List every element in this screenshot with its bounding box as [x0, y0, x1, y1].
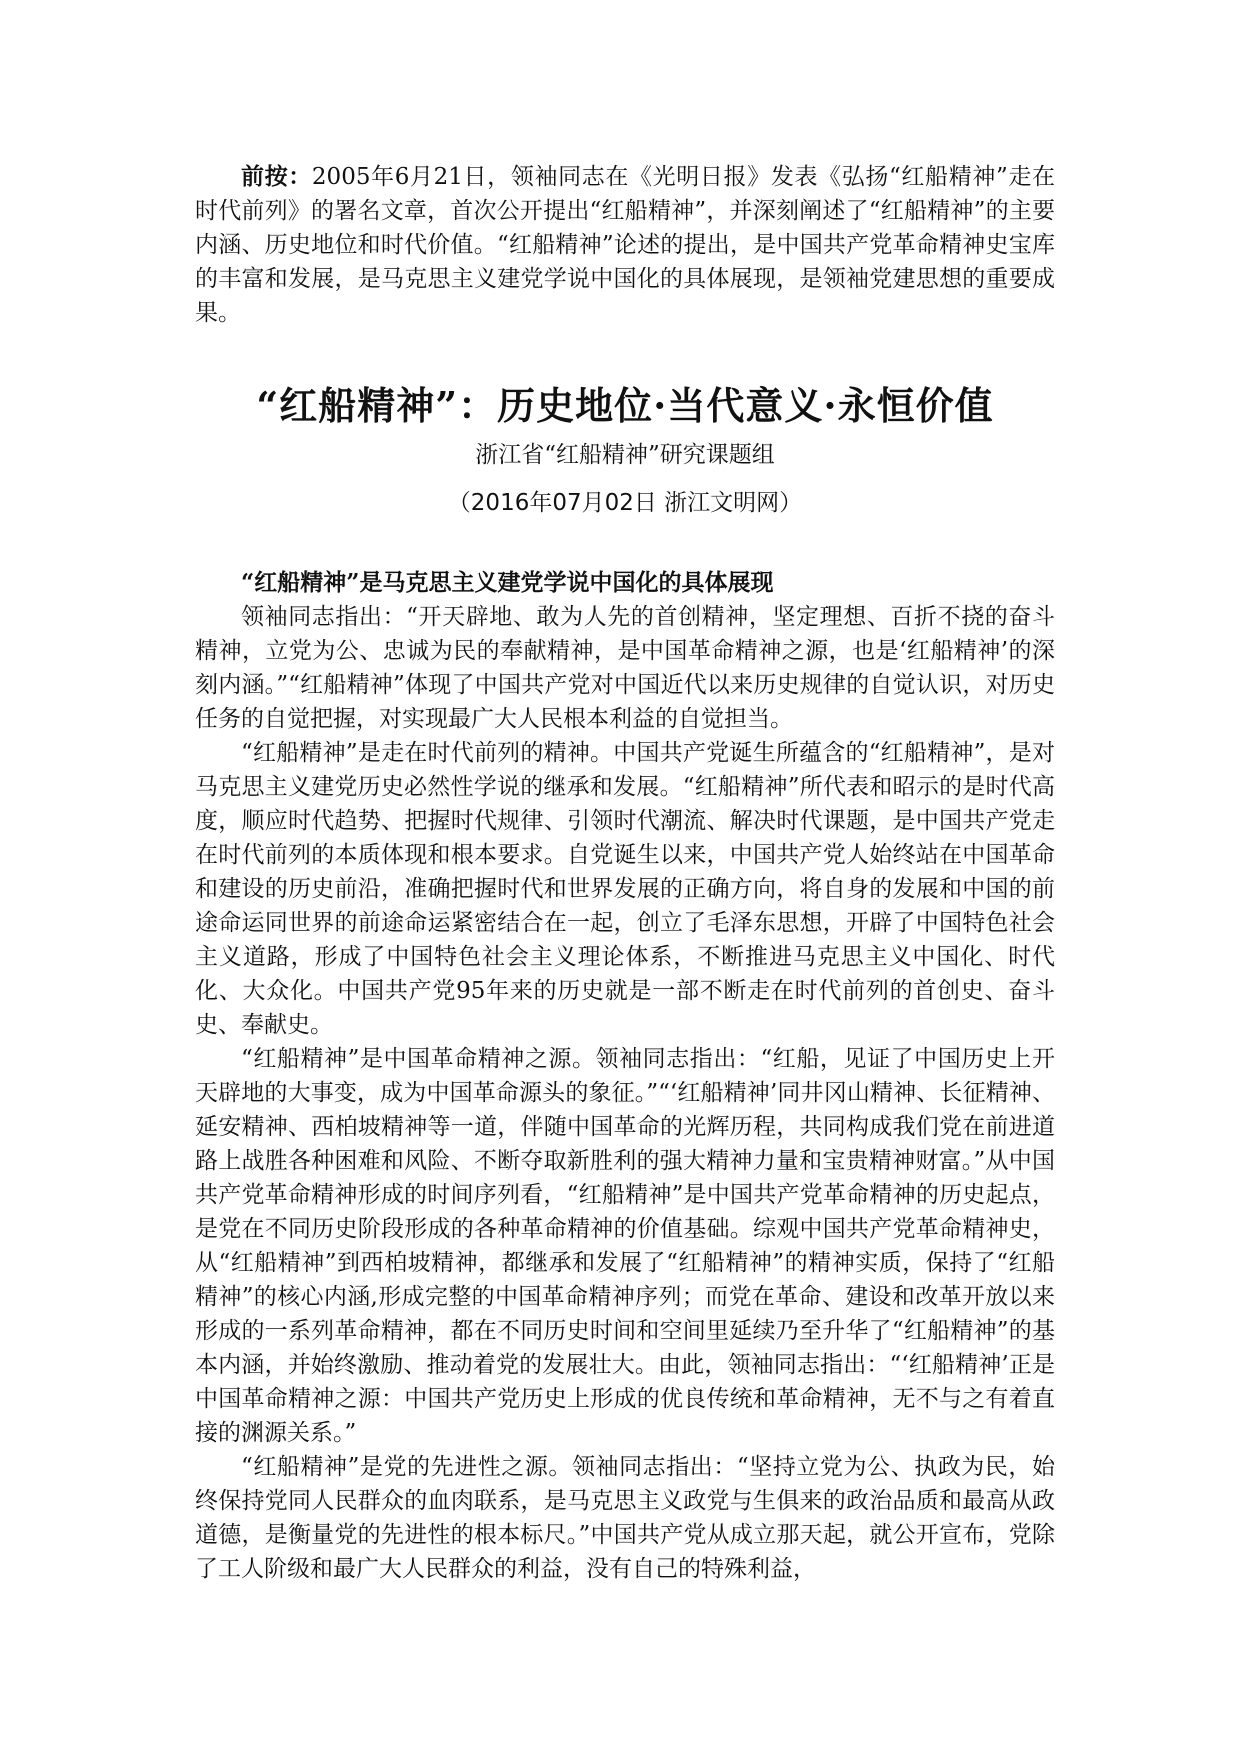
body-paragraph-4: “红船精神”是党的先进性之源。领袖同志指出：“坚持立党为公、执政为民，始终保持党同人民群众的血肉联系，是马克思主义政党与生俱来的政治品质和最高从政道德，是衡量党的先进性的根本标尺。”中国共产党从成立那天起，就公开宣布，党除了工人阶级和最广大人民群众的利益，没有自己的特殊利益，: [195, 1454, 1055, 1582]
article-title: “红船精神”：历史地位·当代意义·永恒价值: [256, 383, 994, 428]
document-page: [195, 160, 1055, 1586]
preface-lead: 前按：: [241, 163, 312, 190]
body-paragraph-2: “红船精神”是走在时代前列的精神。中国共产党诞生所蕴含的“红船精神”，是对马克思主义建党历史必然性学说的继承和发展。“红船精神”所代表和昭示的是时代高度，顺应时代趋势、把握时代规律、引领时代潮流、解决时代课题，是中国共产党走在时代前列的本质体现和根本要求。自党诞生以来，中国共产党人始终站在中国革命和建设的历史前沿，准确把握时代和世界发展的正确方向，将自身的发展和中国的前途命运同世界的前途命运紧密结合在一起，创立了毛泽东思想，开辟了中国特色社会主义道路，形成了中国特色社会主义理论体系，不断推进马克思主义中国化、时代化、大众化。中国共产党95年来的历史就是一部不断走在时代前列的首创史、奋斗史、奉献史。: [195, 740, 1055, 1038]
preface-text: 2005年6月21日，领袖同志在《光明日报》发表《弘扬“红船精神”走在时代前列》的署名文章，首次公开提出“红船精神”，并深刻阐述了“红船精神”的主要内涵、历史地位和时代价值。“红船精神”论述的提出，是中国共产党革命精神史宝库的丰富和发展，是马克思主义建党学说中国化的具体展现，是领袖党建思想的重要成果。: [195, 164, 1056, 326]
preface-paragraph: [195, 160, 1055, 330]
article-dateline: （2016年07月02日 浙江文明网）: [447, 490, 803, 516]
article-author: 浙江省“红船精神”研究课题组: [475, 442, 775, 468]
section-heading: “红船精神”是马克思主义建党学说中国化的具体展现: [241, 569, 774, 596]
body-paragraph-3: “红船精神”是中国革命精神之源。领袖同志指出：“红船，见证了中国历史上开天辟地的大事变，成为中国革命源头的象征。”“‘红船精神’同井冈山精神、长征精神、延安精神、西柏坡精神等一道，伴随中国革命的光辉历程，共同构成我们党在前进道路上战胜各种困难和风险、不断夺取新胜利的强大精神力量和宝贵精神财富。”从中国共产党革命精神形成的时间序列看，“红船精神”是中国共产党革命精神的历史起点，是党在不同历史阶段形成的各种革命精神的价值基础。综观中国共产党革命精神史，从“红船精神”到西柏坡精神，都继承和发展了“红船精神”的精神实质，保持了“红船精神”的核心内涵,形成完整的中国革命精神序列；而党在革命、建设和改革开放以来形成的一系列革命精神，都在不同历史时间和空间里延续乃至升华了“红船精神”的基本内涵，并始终激励、推动着党的发展壮大。由此，领袖同志指出：“‘红船精神’正是中国革命精神之源：中国共产党历史上形成的优良传统和革命精神，无不与之有着直接的渊源关系。”: [195, 1046, 1055, 1446]
body-paragraph-1: 领袖同志指出：“开天辟地、敢为人先的首创精神，坚定理想、百折不挠的奋斗精神，立党为公、忠诚为民的奉献精神，是中国革命精神之源，也是‘红船精神’的深刻内涵。”“红船精神”体现了中国共产党对中国近代以来历史规律的自觉认识，对历史任务的自觉把握，对实现最广大人民根本利益的自觉担当。: [195, 604, 1055, 732]
